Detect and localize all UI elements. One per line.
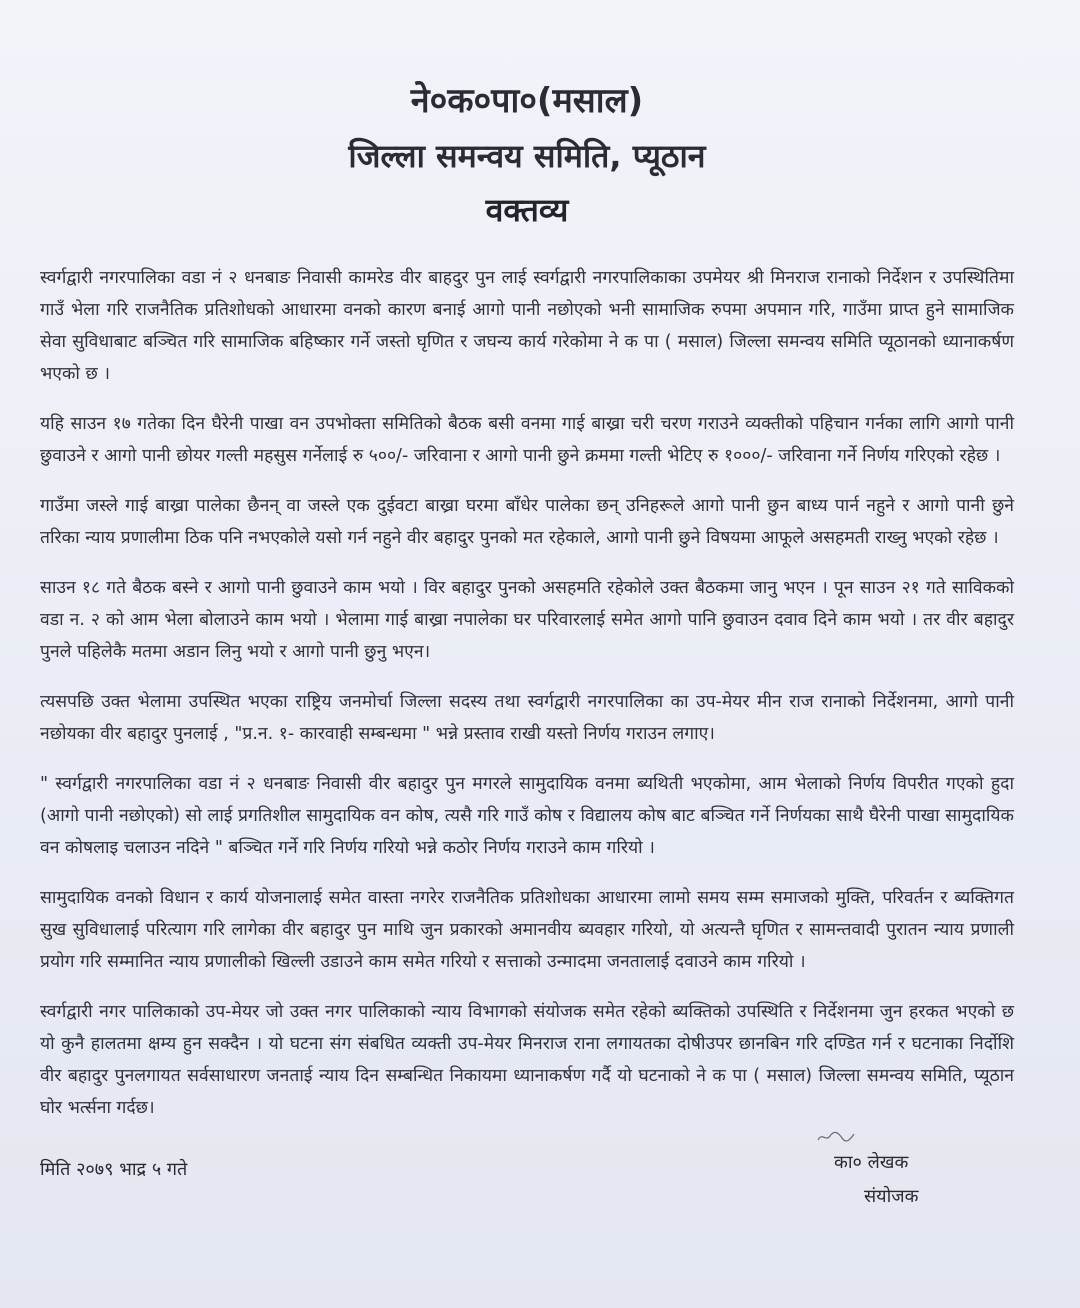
paragraph-1: स्वर्गद्वारी नगरपालिका वडा नं २ धनबाङ निवासी कामरेड वीर बाहदुर पुन लाई स्वर्गद्वारी नगरपालिकाका उपमेयर श्री मिनराज रानाको निर्देशन र उपस्थितिमा गाउँ भेला गरि राजनैतिक प्रतिशोधको आधारमा वनको कारण बनाई आगो पानी नछोएको भनी सामाजिक रुपमा अपमान गरि, गाउँमा प्राप्त हुने सामाजिक सेवा सुविधाबाट बञ्चित गरि सामाजिक बहिष्कार गर्ने जस्तो घृणित र जघन्य कार्य गरेकोमा ने क पा ( मसाल) जिल्ला समन्वय समिति प्यूठानको ध्यानाकर्षण भएको छ । (40, 268, 1014, 384)
author-name: का० लेखक (834, 1152, 909, 1173)
paragraph-7: सामुदायिक वनको विधान र कार्य योजनालाई समेत वास्ता नगरेर राजनैतिक प्रतिशोधका आधारमा लामो समय सम्म समाजको मुक्ति, परिवर्तन र ब्यक्तिगत सुख सुविधालाई परित्याग गरि लागेका वीर बहादुर पुन माथि जुन प्रकारको अमानवीय ब्यवहार गरियो, यो अत्यन्तै घृणित र सामन्तवादी पुरातन न्याय प्रणाली प्रयोग गरि सम्मानित न्याय प्रणालीको खिल्ली उडाउने काम समेत गरियो र सत्ताको उन्मादमा जनतालाई दवाउने काम गरियो । (40, 888, 1014, 972)
document-footer (40, 1146, 1014, 1226)
party-name: ने०क०पा०(मसाल) (410, 81, 644, 121)
paragraph-8: स्वर्गद्वारी नगर पालिकाको उप-मेयर जो उक्त नगर पालिकाको न्याय विभागको संयोजक समेत रहेको ब्यक्तिको उपस्थिति र निर्देशनमा जुन हरकत भएको छ यो कुनै हालतमा क्षम्य हुन सक्दैन । यो घटना संग संबधित व्यक्ती उप-मेयर मिनराज राना लगायतका दोषीउपर छानबिन गरि दण्डित गर्न र घटनाका निर्दोशि वीर बहादुर पुनलगायत सर्वसाधारण जनताई न्याय दिन सम्बन्धित निकायमा ध्यानाकर्षण गर्दै यो घटनाको ने क पा ( मसाल) जिल्ला समन्वय समिति, प्यूठान घोर भर्त्सना गर्दछ। (40, 1002, 1014, 1118)
statement-body (40, 262, 1014, 1124)
signature-scribble (816, 1130, 856, 1144)
statement-date: मिति २०७९ भाद्र ५ गते (40, 1159, 188, 1180)
paragraph-3: गाउँमा जस्ले गाई बाख्रा पालेका छैनन् वा जस्ले एक दुईवटा बाख्रा घरमा बाँधेर पालेका छन् उनिहरूले आगो पानी छुन बाध्य पार्न नहुने र आगो पानी छुने तरिका न्याय प्रणालीमा ठिक पनि नभएकोले यसो गर्न नहुने वीर बहादुर पुनको मत रहेकाले, आगो पानी छुने विषयमा आफूले असहमती राख्नु भएको रहेछ । (40, 496, 1014, 548)
statement-title: वक्तव्य (485, 191, 569, 229)
paragraph-4: साउन १८ गते बैठक बस्ने र आगो पानी छुवाउने काम भयो । विर बहादुर पुनको असहमति रहेकोले उक्त बैठकमा जानु भएन । पून साउन २१ गते साविकको वडा न. २ को आम भेला बोलाउने काम भयो । भेलामा गाई बाख्रा नपालेका घर परिवारलाई समेत आगो पानि छुवाउन दवाव दिने काम भयो । तर वीर बहादुर पुनले पहिलेकै मतमा अडान लिनु भयो र आगो पानी छुनु भएन। (40, 578, 1014, 662)
paragraph-5: त्यसपछि उक्त भेलामा उपस्थित भएका राष्ट्रिय जनमोर्चा जिल्ला सदस्य तथा स्वर्गद्वारी नगरपालिका का उप-मेयर मीन राज रानाको निर्देशनमा, आगो पानी नछोयका वीर बहादुर पुनलाई , "प्र.न. १- कारवाही सम्बन्धमा " भन्ने प्रस्ताव राखी यस्तो निर्णय गराउन लगाए। (40, 692, 1014, 744)
document-header (40, 78, 1014, 232)
author-role: संयोजक (864, 1186, 919, 1207)
paragraph-2: यहि साउन १७ गतेका दिन घैरेनी पाखा वन उपभोक्ता समितिको बैठक बसी वनमा गाई बाख्रा चरी चरण गराउने व्यक्तीको पहिचान गर्नका लागि आगो पानी छुवाउने र आगो पानी छोयर गल्ती महसुस गर्नेलाई रु ५००/- जरिवाना र आगो पानी छुने क्रममा गल्ती भेटिए रु १०००/- जरिवाना गर्ने निर्णय गरिएको रहेछ । (40, 414, 1014, 466)
paragraph-6: " स्वर्गद्वारी नगरपालिका वडा नं २ धनबाङ निवासी वीर बहादुर पुन मगरले सामुदायिक वनमा ब्यथिती भएकोमा, आम भेलाको निर्णय विपरीत गएको हुदा (आगो पानी नछोएको) सो लाई प्रगतिशील सामुदायिक वन कोष, त्यसै गरि गाउँ कोष र विद्यालय कोष बाट बञ्चित गर्ने निर्णयका साथै घैरेनी पाखा सामुदायिक वन कोषलाइ चलाउन नदिने " बञ्चित गर्ने गरि निर्णय गरियो भन्ने कठोर निर्णय गराउने काम गरियो । (40, 774, 1014, 858)
committee-name: जिल्ला समन्वय समिति, प्यूठान (348, 137, 706, 175)
signoff-block (834, 1146, 974, 1214)
